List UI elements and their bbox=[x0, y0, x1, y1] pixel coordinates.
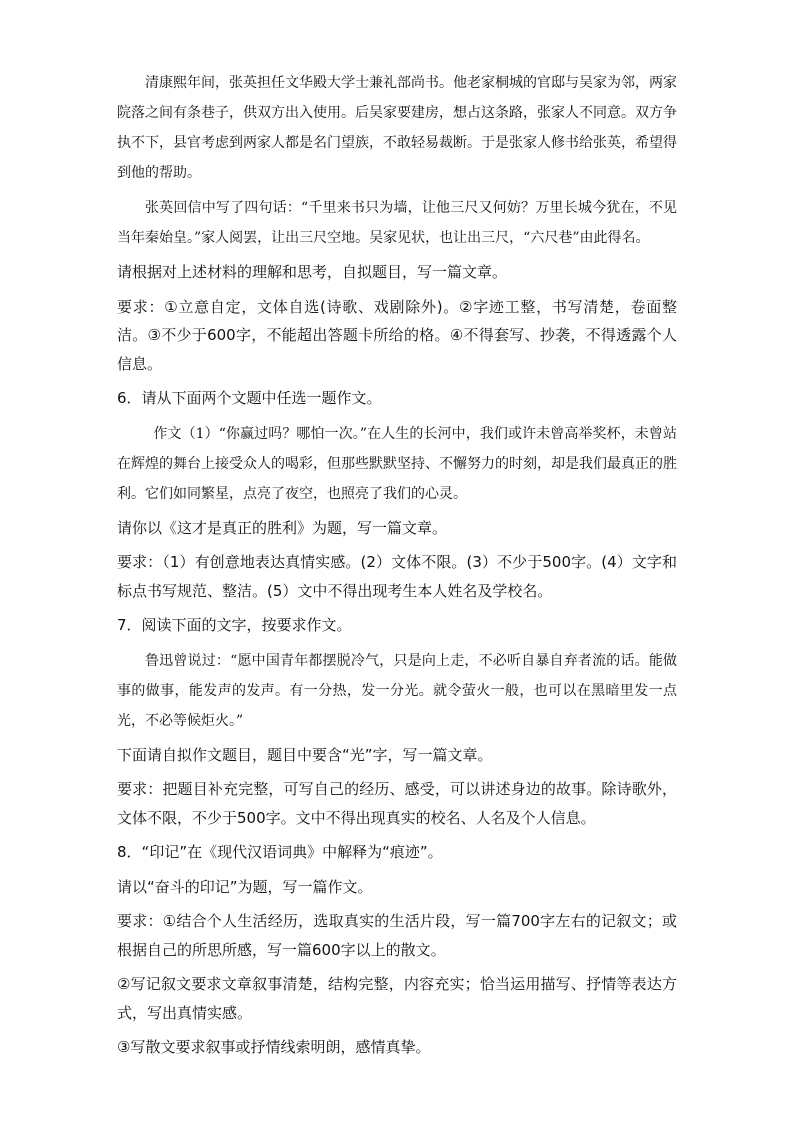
document-body bbox=[117, 68, 677, 1068]
q6-requirements: 要求：（1）有创意地表达真情实感。(2）文体不限。(3）不少于500字。(4）文字和标点书写规范、整洁。(5）文中不得出现考生本人姓名及学校名。 bbox=[117, 553, 677, 600]
q8-requirement-3: ③写散文要求叙事或抒情线索明朗，感情真挚。 bbox=[117, 1038, 431, 1056]
q5-instruction: 请根据对上述材料的理解和思考，自拟题目，写一篇文章。 bbox=[117, 263, 508, 281]
q6-title: 6．请从下面两个文题中任选一题作文。 bbox=[117, 389, 382, 407]
q8-requirement-1: 要求：①结合个人生活经历，选取真实的生活片段，写一篇700字左右的记叙文；或根据自己的所思所感，写一篇600字以上的散文。 bbox=[117, 912, 677, 959]
q6-material: 作文（1）“你赢过吗？哪怕一次。”在人生的长河中，我们或许未曾高举奖杯，未曾站在辉煌的舞台上接受众人的喝彩，但那些默默坚持、不懈努力的时刻，却是我们最真正的胜利。它们如同繁星，点亮了夜空，也照亮了我们的心灵。 bbox=[117, 425, 677, 502]
q7-material: 鲁迅曾说过：“愿中国青年都摆脱冷气，只是向上走，不必听自暴自弃者流的话。能做事的做事，能发声的发声。有一分热，发一分光。就令萤火一般，也可以在黑暗里发一点光，不必等候炬火。” bbox=[117, 652, 677, 729]
q5-material-paragraph-1: 清康熙年间，张英担任文华殿大学士兼礼部尚书。他老家桐城的官邸与吴家为邻，两家院落之间有条巷子，供双方出入使用。后吴家要建房，想占这条路，张家人不同意。双方争执不下，县官考虑到两家人都是名门望族，不敢轻易裁断。于是张家人修书给张英，希望得到他的帮助。 bbox=[117, 75, 677, 181]
q7-instruction: 下面请自拟作文题目，题目中要含“光”字，写一篇文章。 bbox=[117, 745, 493, 764]
q8-requirement-2: ②写记叙文要求文章叙事清楚，结构完整，内容充实；恰当运用描写、抒情等表达方式，写出真情实感。 bbox=[117, 975, 677, 1022]
q7-requirements: 要求：把题目补充完整，可写自己的经历、感受，可以讲述身边的故事。除诗歌外，文体不限，不少于500字。文中不得出现真实的校名、人名及个人信息。 bbox=[117, 780, 677, 827]
q8-title: 8．“印记”在《现代汉语词典》中解释为“痕迹”。 bbox=[117, 843, 443, 861]
q8-instruction: 请以“奋斗的印记”为题，写一篇作文。 bbox=[117, 877, 373, 896]
q5-requirements: 要求：①立意自定，文体自选(诗歌、戏剧除外)。②字迹工整，书写清楚，卷面整洁。③不少于600字，不能超出答题卡所给的格。④不得套写、抄袭，不得透露个人信息。 bbox=[117, 297, 677, 373]
q6-instruction: 请你以《这才是真正的胜利》为题，写一篇文章。 bbox=[117, 518, 448, 537]
q5-material-paragraph-2: 张英回信中写了四句话：“千里来书只为墙，让他三尺又何妨？万里长城今犹在，不见当年秦始皇。”家人阅罢，让出三尺空地。吴家见状，也让出三尺，“六尺巷”由此得名。 bbox=[117, 200, 677, 246]
q7-title: 7．阅读下面的文字，按要求作文。 bbox=[117, 616, 352, 634]
